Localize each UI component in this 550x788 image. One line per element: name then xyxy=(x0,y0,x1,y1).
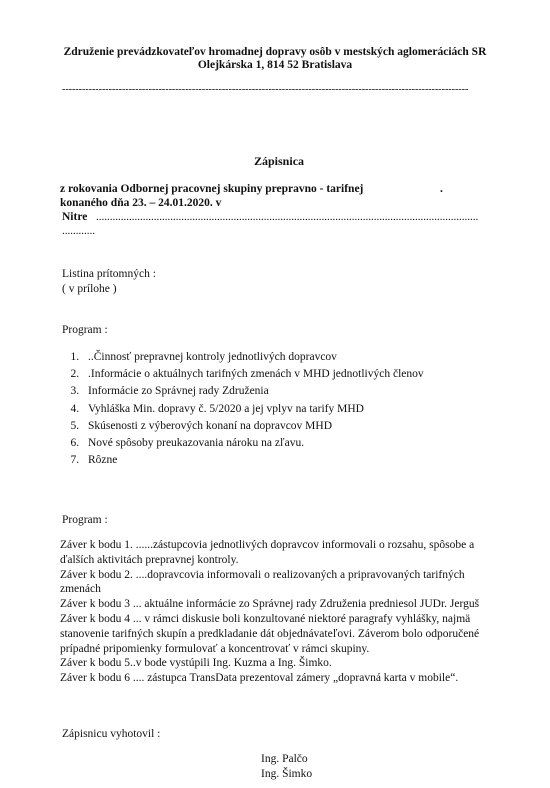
program-item: 7. Rôzne xyxy=(82,452,424,469)
separator-line: -------------------------------------------------------------------------------------------------------------------------- xyxy=(62,84,469,95)
conclusion-item: Záver k bodu 3 ... aktuálne informácie zo Správnej rady Združenia predniesol JUDr. Jerguš xyxy=(60,598,480,611)
conclusion-item: Záver k bodu 5..v bode vystúpili Ing. Kuzma a Ing. Šimko. xyxy=(60,657,332,670)
organization-name: Združenie prevádzkovateľov hromadnej dopravy osôb v mestských aglomeráciách SR xyxy=(63,46,487,58)
conclusion-item: Záver k bodu 4 ... v rámci diskusie boli konzultované niektoré paragrafy vyhlášky, najmä stanovenie tarifných skupín a predkladanie dát objednávateľovi. Záverom bolo odporučené prípadné pripomienky formulovať a koncentrovať v rámci skupiny. xyxy=(60,612,480,655)
conclusion-item: Záver k bodu 1. ......zástupcovia jednotlivých dopravcov informovali o rozsahu, spôsobe a ďalších aktivitách prepravnej kontroly. xyxy=(60,539,475,566)
signatory-name: Ing. Šimko xyxy=(261,768,313,780)
program-item: 1. ..Činnosť prepravnej kontroly jednotlivých dopravcov xyxy=(82,349,424,366)
meeting-place-dots: ........................................................................................................................................... xyxy=(96,211,479,223)
program-2-label: Program : xyxy=(62,514,108,526)
meeting-place-label: Nitre xyxy=(62,211,88,223)
program-item: 5. Skúsenosti z výberových konaní na dopravcov MHD xyxy=(82,418,424,435)
program-item: 4. Vyhláška Min. dopravy č. 5/2020 a jej vplyv na tarify MHD xyxy=(82,401,424,418)
program-list xyxy=(62,349,424,469)
meeting-line-1-dot: . xyxy=(440,183,443,195)
signature-label: Zápisnicu vyhotovil : xyxy=(62,728,161,740)
program-label: Program : xyxy=(62,324,108,336)
signatory-name: Ing. Palčo xyxy=(261,753,308,765)
program-item: 6. Nové spôsoby preukazovania nároku na zľavu. xyxy=(82,435,424,452)
document-title: Zápisnica xyxy=(254,154,305,168)
meeting-dots-line: ............ xyxy=(62,225,95,237)
program-item: 3. Informácie zo Správnej rady Združenia xyxy=(82,383,424,400)
meeting-line-2: konaného dňa 23. – 24.01.2020. v xyxy=(60,197,222,209)
program-item: 2. .Informácie o aktuálnych tarifných zmenách v MHD jednotlivých členov xyxy=(82,366,424,383)
meeting-line-1: z rokovania Odbornej pracovnej skupiny prepravno - tarifnej xyxy=(60,183,364,195)
attendance-note: ( v prílohe ) xyxy=(62,283,117,295)
conclusion-item: Záver k bodu 6 .... zástupca TransData prezentoval zámery „dopravná karta v mobile“. xyxy=(60,672,459,685)
conclusion-item: Záver k bodu 2. ....dopravcovia informovali o realizovaných a pripravovaných tarifných zmenách xyxy=(60,568,465,596)
conclusions xyxy=(60,538,490,686)
organization-address: Olejkárska 1, 814 52 Bratislava xyxy=(197,59,353,71)
attendance-label: Listina prítomných : xyxy=(62,268,156,280)
